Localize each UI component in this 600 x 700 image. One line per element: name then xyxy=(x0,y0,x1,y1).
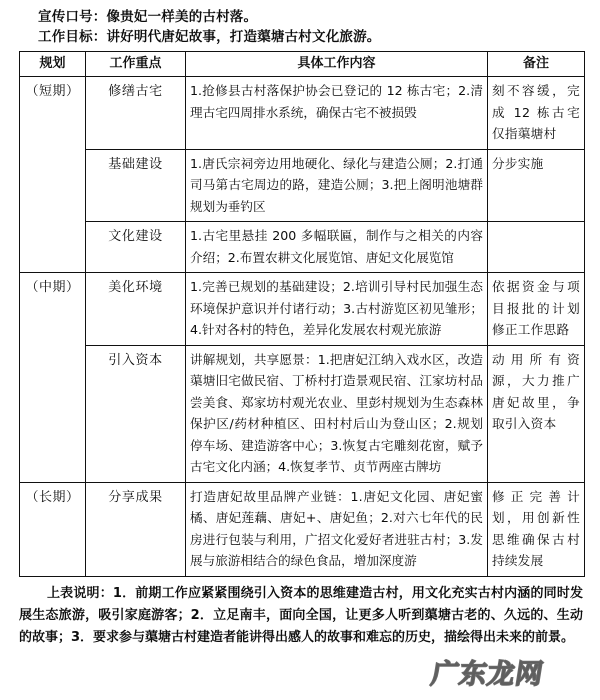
column-header-remark: 备注 xyxy=(488,52,585,77)
slogan-line: 宣传口号：像贵妃一样美的古村落。 xyxy=(38,9,258,25)
cell-focus: 修缮古宅 xyxy=(86,77,186,150)
cell-content: 1.完善已规划的基础建设；2.培训引导村民加强生态环境保护意识并付诸行动；3.古村游览区初见雏形；4.针对各村的特色，差异化发展农村观光旅游 xyxy=(186,273,488,346)
plan-table-container xyxy=(0,51,600,577)
column-header-content: 具体工作内容 xyxy=(186,52,488,77)
cell-remark: 动用所有资源，大力推广唐妃故里，争取引入资本 xyxy=(488,345,585,482)
cell-focus: 基础建设 xyxy=(86,149,186,222)
table-body xyxy=(20,77,585,577)
cell-content: 打造唐妃故里品牌产业链：1.唐妃文化园、唐妃蜜橘、唐妃莲藕、唐妃+、唐妃鱼；2.对六七年代的民房进行包装与利用，广招文化爱好者进驻古村；3.发展与旅游相结合的绿色食品，增加深度游 xyxy=(186,482,488,576)
plan-table xyxy=(19,51,585,577)
site-watermark: 广东龙网 xyxy=(429,659,546,690)
column-header-phase: 规划 xyxy=(20,52,86,77)
table-header-row xyxy=(20,52,585,77)
cell-phase-short-term: （短期） xyxy=(20,77,86,273)
table-row xyxy=(20,77,585,150)
cell-focus: 美化环境 xyxy=(86,273,186,346)
goal-line: 工作目标：讲好明代唐妃故事，打造蕖塘古村文化旅游。 xyxy=(38,29,381,45)
table-row xyxy=(20,149,585,222)
cell-remark xyxy=(488,222,585,273)
cell-remark: 刻不容缓，完成 12 栋古宅仅指蕖塘村 xyxy=(488,77,585,150)
table-row xyxy=(20,345,585,482)
cell-content: 1.古宅里悬挂 200 多幅联匾，制作与之相关的内容介绍；2.布置农耕文化展览馆、唐妃文化展览馆 xyxy=(186,222,488,273)
cell-content: 1.抢修县古村落保护协会已登记的 12 栋古宅；2.清理古宅四周排水系统，确保古宅不被损毁 xyxy=(186,77,488,150)
cell-phase-long-term: （长期） xyxy=(20,482,86,576)
cell-remark: 修正完善计划，用创新性思维确保古村持续发展 xyxy=(488,482,585,576)
table-row xyxy=(20,482,585,576)
cell-remark: 分步实施 xyxy=(488,149,585,222)
cell-remark: 依据资金与项目报批的计划修正工作思路 xyxy=(488,273,585,346)
table-row xyxy=(20,273,585,346)
cell-focus: 文化建设 xyxy=(86,222,186,273)
cell-focus: 引入资本 xyxy=(86,345,186,482)
cell-content: 讲解规划，共享愿景：1.把唐妃江纳入戏水区，改造蕖塘旧宅做民宿、丁桥村打造景观民宿、江家坊村品尝美食、郑家坊村观光农业、里彭村规划为生态森林保护区/药材种植区、田村村后山为登山区；2.规划停车场、建造游客中心；3.恢复古宅雕刻花窗，赋予古宅文化内涵；4.恢复孝节、贞节两座古牌坊 xyxy=(186,345,488,482)
table-row xyxy=(20,222,585,273)
table-note: 上表说明：1．前期工作应紧紧围绕引入资本的思维建造古村，用文化充实古村内涵的同时发展生态旅游，吸引家庭游客；2．立足南丰，面向全国，让更多人听到蕖塘古老的、久远的、生动的故事；3．要求参与蕖塘古村建造者能讲得出感人的故事和难忘的历史，描绘得出未来的前景。 xyxy=(19,585,583,645)
cell-phase-mid-term: （中期） xyxy=(20,273,86,483)
table-header-row-group xyxy=(20,52,585,77)
column-header-focus: 工作重点 xyxy=(86,52,186,77)
cell-focus: 分享成果 xyxy=(86,482,186,576)
document-header xyxy=(0,0,600,51)
cell-content: 1.唐氏宗祠旁边用地硬化、绿化与建造公厕；2.打通司马第古宅周边的路，建造公厕；3.把上阁明池塘群规划为垂钓区 xyxy=(186,149,488,222)
